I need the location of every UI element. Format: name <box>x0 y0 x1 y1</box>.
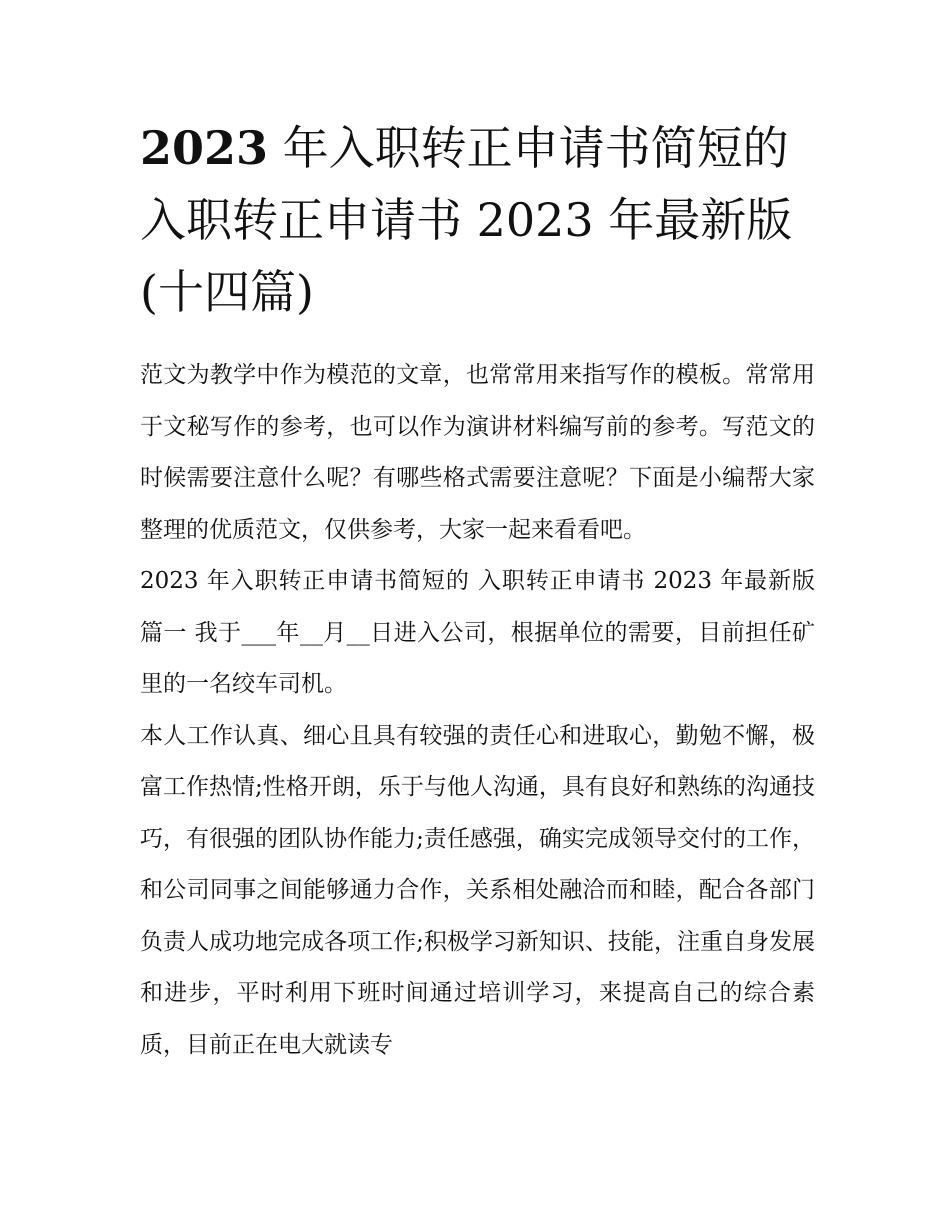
title-year: 2023 <box>140 121 269 175</box>
body-paragraph: 本人工作认真、细心且具有较强的责任心和进取心，勤勉不懈，极富工作热情;性格开朗，乐于与他人沟通，具有良好和熟练的沟通技巧，有很强的团队协作能力;责任感强，确实完成领导交付的工作，和公司同事之间能够通力合作，关系相处融洽而和睦，配合各部门负责人成功地完成各项工作;积极学习新知识、技能，注重自身发展和进步，平时利用下班时间通过培训学习，来提高自己的综合素质，目前正在电大就读专 <box>140 722 815 1058</box>
title-text: 年入职转正申请书简短的入职转正申请书 2023 年最新版 (十四篇) <box>140 121 793 319</box>
section-paragraph: 2023 年入职转正申请书简短的 入职转正申请书 2023 年最新版篇一 我于___年__月__日进入公司，根据单位的需要，目前担任矿里的一名绞车司机。 <box>140 568 815 697</box>
document-body <box>140 350 815 1071</box>
intro-paragraph: 范文为教学中作为模范的文章，也常常用来指写作的模板。常常用于文秘写作的参考，也可以作为演讲材料编写前的参考。写范文的时候需要注意什么呢？有哪些格式需要注意呢？下面是小编帮大家整理的优质范文，仅供参考，大家一起来看看吧。 <box>140 362 815 543</box>
document-title <box>140 112 815 328</box>
document-page <box>140 112 815 1071</box>
